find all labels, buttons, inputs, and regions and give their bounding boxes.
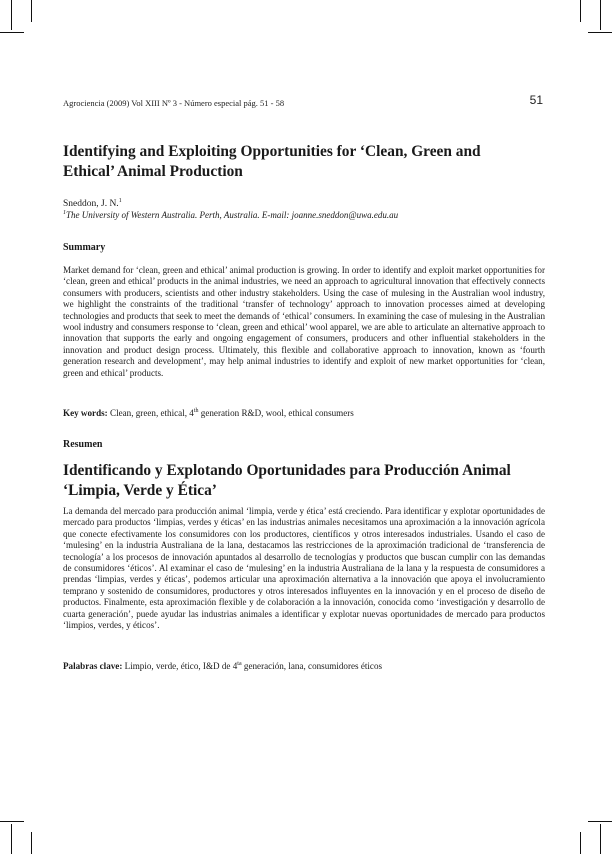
- resumen-keywords: [63, 661, 545, 671]
- keywords-text-a: Clean, green, ethical, 4: [110, 408, 194, 419]
- title-line-1: Identifying and Exploiting Opportunities for ‘Clean, Green and: [63, 143, 481, 160]
- spanish-title: [63, 461, 545, 501]
- running-header: [63, 93, 545, 108]
- author-name: Sneddon, J. N.: [63, 199, 119, 210]
- affiliation-line: [63, 210, 398, 220]
- summary-keywords: [63, 408, 545, 418]
- author-line: [63, 198, 122, 209]
- keywords-label: Key words:: [63, 408, 108, 419]
- author-superscript: 1: [118, 198, 122, 204]
- palabras-clave-label: Palabras clave:: [63, 661, 123, 672]
- resumen-heading: Resumen: [63, 439, 103, 450]
- palabras-clave-text-a: Limpio, verde, ético, I&D de 4: [124, 661, 238, 672]
- keywords-text-b: generation R&D, wool, ethical consumers: [200, 408, 354, 419]
- palabras-clave-text-b: generación, lana, consumidores éticos: [243, 661, 383, 672]
- spanish-title-line-1: Identificando y Explotando Oportunidades para Producción Animal: [63, 462, 511, 479]
- journal-citation: Agrociencia (2009) Vol XIII Nº 3 - Número especial pág. 51 - 58: [63, 98, 285, 108]
- palabras-clave-superscript: ta: [237, 661, 242, 667]
- article-title: [63, 142, 533, 182]
- summary-paragraph: Market demand for ‘clean, green and ethical’ animal production is growing. In order to identify and exploit market opportunities for ‘clean, green and ethical’ products in the animal industries, we need an approach to agricultural innovation that effectively connects consumers with producers, scientists and other industry stakeholders. Using the case of mulesing in the Australian wool industry, we highlight the constraints of the traditional ‘transfer of technology’ approach to innovation processes aimed at developing technologies and products that seek to meet the demands of ‘ethical’ consumers. In examining the case of mulesing in the Australian wool industry and consumers response to ‘clean, green and ethical’ wool apparel, we are able to articulate an alternative approach to innovation that supports the early and ongoing engagement of consumers, producers and other influential stakeholders in the innovation and product design process. Ultimately, this flexible and collaborative approach to innovation, known as ‘fourth generation research and development’, may help animal industries to identify and exploit of new market opportunities for ‘clean, green and ethical’ products.: [63, 265, 545, 378]
- affiliation-text: The University of Western Australia. Perth, Australia. E-mail: joanne.sneddon@uwa.edu.au: [66, 210, 399, 220]
- summary-heading: Summary: [63, 242, 106, 253]
- title-line-2: Ethical’ Animal Production: [63, 163, 243, 180]
- keywords-superscript: th: [193, 408, 199, 414]
- spanish-title-line-2: ‘Limpia, Verde y Ética’: [63, 482, 217, 499]
- page-number: 51: [529, 93, 543, 107]
- affiliation-superscript: 1: [63, 210, 66, 216]
- resumen-paragraph: La demanda del mercado para producción animal ‘limpia, verde y ética’ está creciendo. Para identificar y explotar oportunidades de mercado para productos ‘limpias, verdes y éticas’ en las industrias animales necesitamos una aproximación a la innovación agrícola que conecte efectivamente los consumidores con los productores, científicos y otros interesados industriales. Usando el caso de ‘mulesing’ en la industria Australiana de la lana, destacamos las restricciones de la aproximación tradicional de ‘transferencia de tecnología’ a los procesos de innovación apuntados al desarrollo de tecnologías y productos que buscan cumplir con las demandas de consumidores ‘éticos’. Al examinar el caso de ‘mulesing’ en la industria Australiana de la lana y la respuesta de consumidores a prendas ‘limpias, verdes y éticas’, podemos articular una aproximación alternativa a la innovación que apoya el involucramiento temprano y sostenido de consumidores, productores y otros interesados influyentes en la innovación y en el proceso de diseño de productos. Finalmente, esta aproximación flexible y de colaboración a la innovación, conocida como ‘investigación y desarrollo de cuarta generación’, puede ayudar las industrias animales a identificar y explotar nuevas oportunidades de mercado para productos ‘limpios, verdes, y éticos’.: [63, 506, 545, 631]
